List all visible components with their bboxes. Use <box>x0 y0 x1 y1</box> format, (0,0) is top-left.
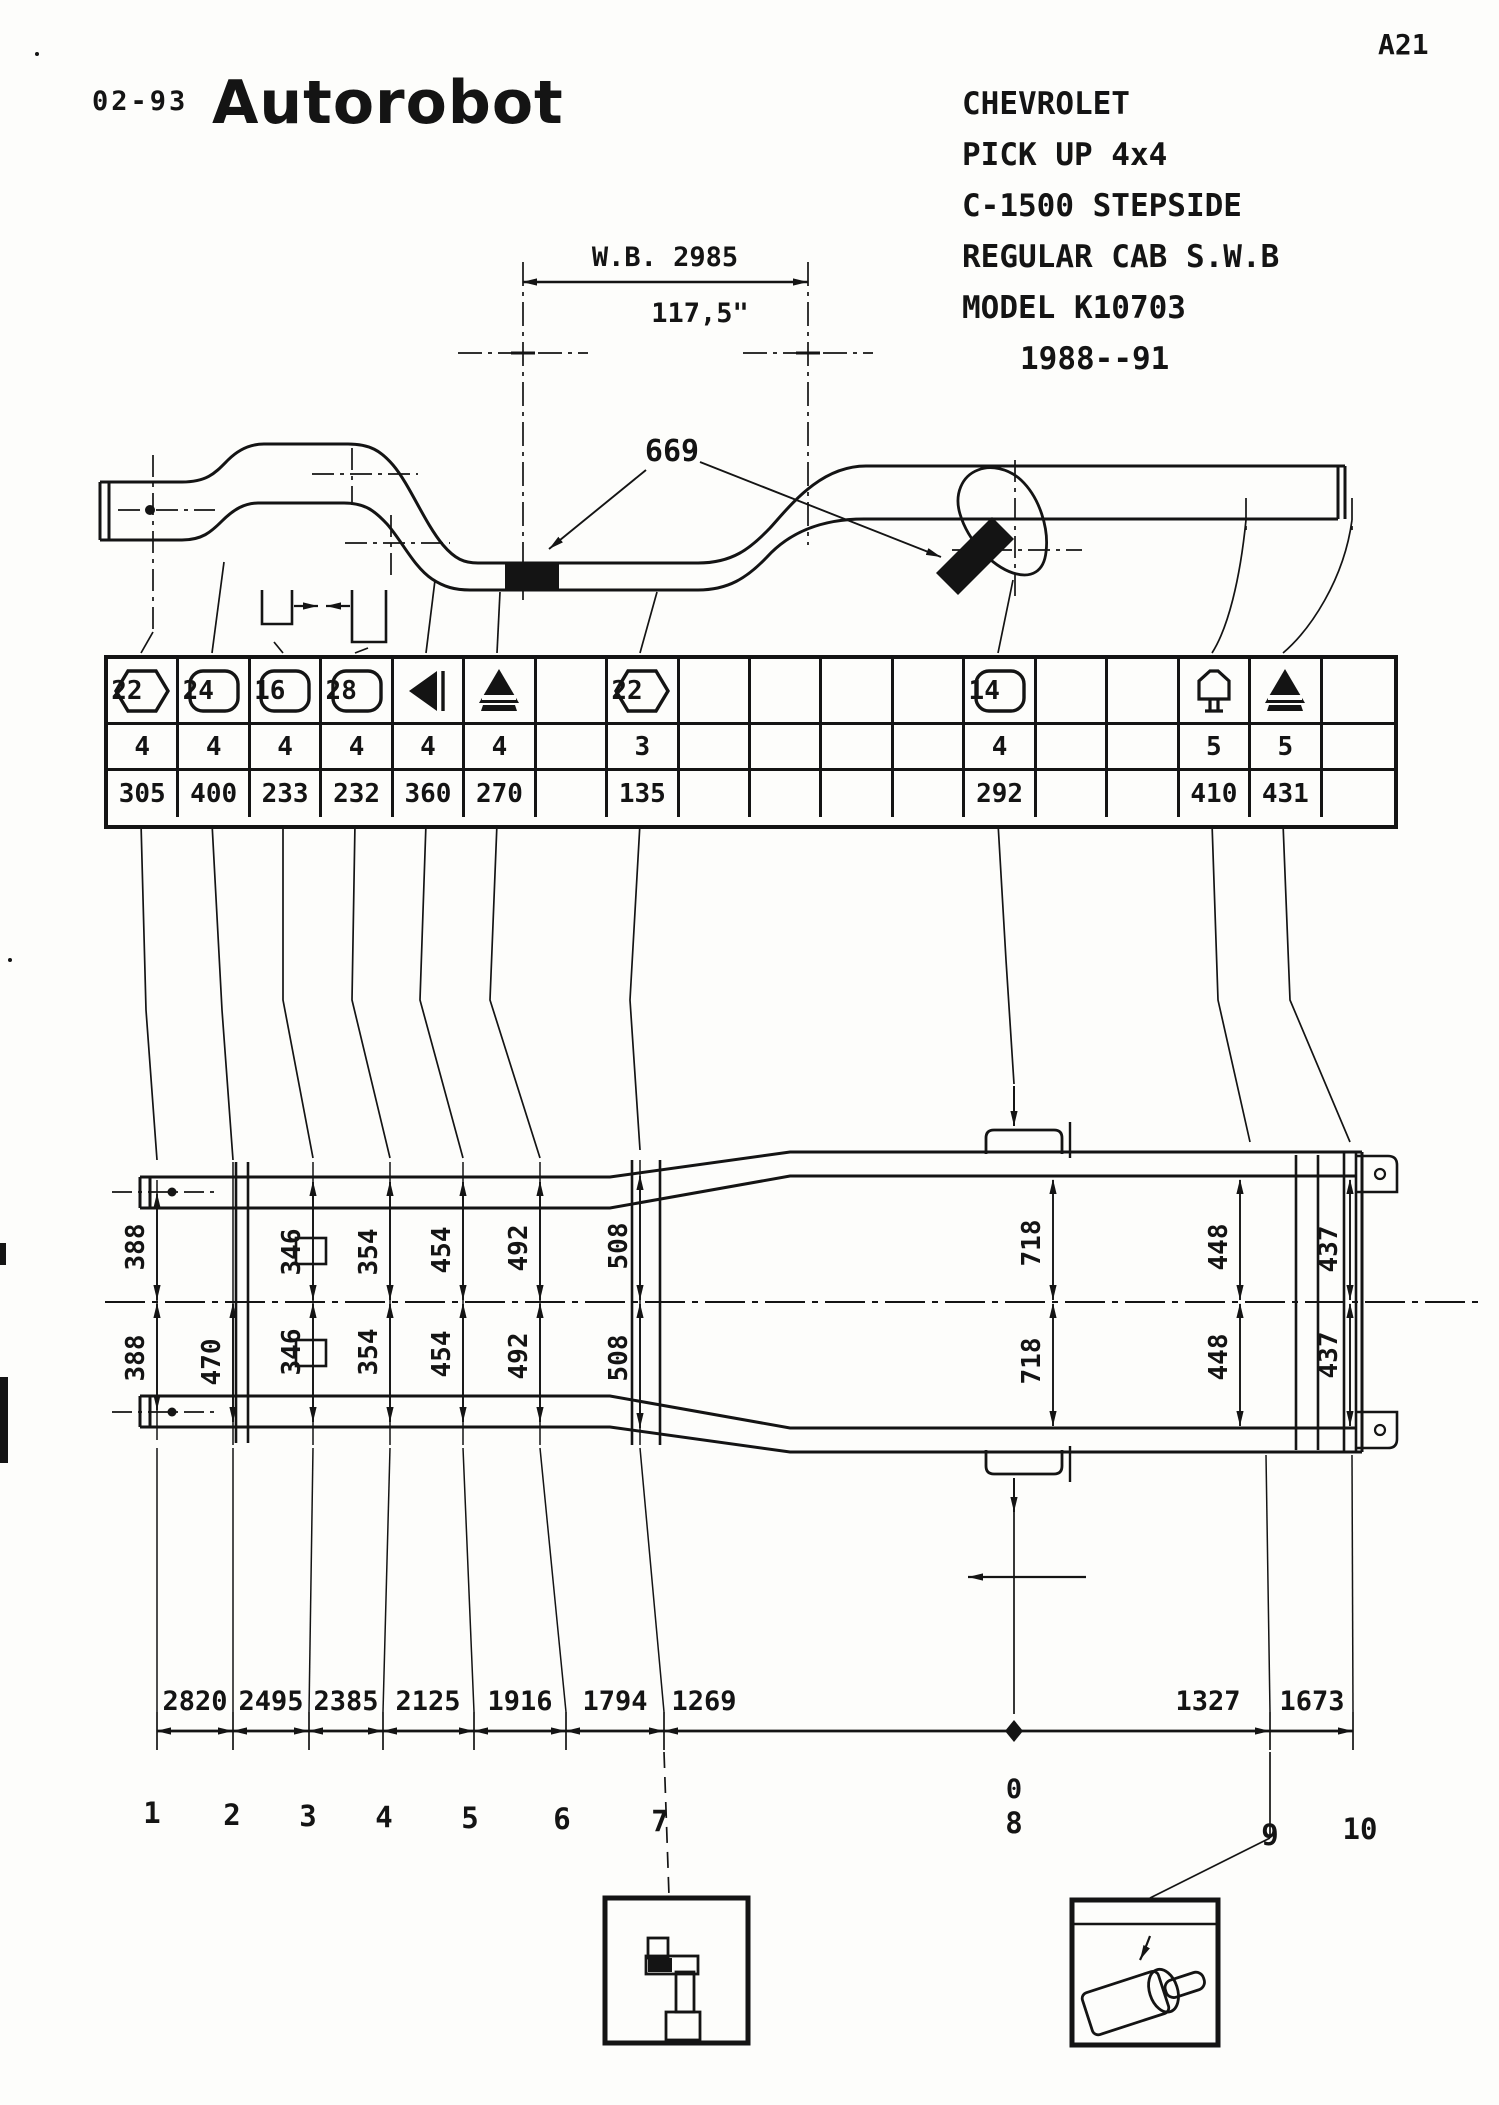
table-value-3: 233 <box>251 771 322 817</box>
zero-label: 0 <box>1005 1774 1023 1805</box>
seg-1794: 1794 <box>582 1686 648 1717</box>
dim-508-bottom: 508 <box>604 1334 634 1382</box>
dim-354-bottom: 354 <box>354 1328 384 1376</box>
vehicle-make: CHEVROLET <box>962 86 1130 122</box>
table-count-3: 4 <box>251 725 322 771</box>
table-value-4: 232 <box>322 771 393 817</box>
point-6: 6 <box>553 1802 571 1836</box>
table-value-12 <box>894 771 965 817</box>
seg-2385: 2385 <box>313 1686 379 1717</box>
table-value-13: 292 <box>965 771 1036 817</box>
seg-1916: 1916 <box>487 1686 553 1717</box>
point-3: 3 <box>299 1799 317 1833</box>
badge-label: 28 <box>325 675 357 706</box>
table-value-11 <box>822 771 893 817</box>
point-8: 8 <box>1005 1806 1023 1840</box>
table-badge-13 <box>965 659 1036 725</box>
table-badge-12 <box>894 659 965 725</box>
table-value-6: 270 <box>465 771 536 817</box>
table-badge-18 <box>1323 659 1394 725</box>
table-count-1: 4 <box>108 725 179 771</box>
table-count-9 <box>680 725 751 771</box>
badge-label: 14 <box>968 675 1000 706</box>
table-count-4: 4 <box>322 725 393 771</box>
page-code: 02-93 <box>92 86 189 117</box>
point-5: 5 <box>461 1801 479 1835</box>
point-1: 1 <box>143 1796 161 1830</box>
sheet-number: A21 <box>1378 28 1429 61</box>
table-value-9 <box>680 771 751 817</box>
table-value-18 <box>1323 771 1394 817</box>
wheelbase-label: W.B. 2985 <box>591 242 739 273</box>
scan-artifacts <box>0 52 39 1463</box>
table-badge-8 <box>608 659 679 725</box>
table-badge-10 <box>751 659 822 725</box>
detail-box-left <box>605 1898 748 2043</box>
table-count-6: 4 <box>465 725 536 771</box>
table-count-17: 5 <box>1251 725 1322 771</box>
point-7: 7 <box>651 1804 669 1838</box>
point-2: 2 <box>223 1798 241 1832</box>
point-10: 10 <box>1342 1812 1378 1846</box>
clamp-icon <box>1183 663 1245 719</box>
table-value-5: 360 <box>394 771 465 817</box>
table-badge-5 <box>394 659 465 725</box>
table-badge-1 <box>108 659 179 725</box>
dim-470-bottom: 470 <box>197 1338 227 1386</box>
table-count-5: 4 <box>394 725 465 771</box>
table-count-7 <box>537 725 608 771</box>
measurement-table <box>104 655 1398 829</box>
dim-492-bottom: 492 <box>504 1332 534 1380</box>
side-view <box>100 444 1352 653</box>
table-value-17: 431 <box>1251 771 1322 817</box>
table-count-8: 3 <box>608 725 679 771</box>
vehicle-years: 1988--91 <box>1020 341 1170 377</box>
brand-logo: Autorobot <box>212 68 564 138</box>
table-count-10 <box>751 725 822 771</box>
table-count-12 <box>894 725 965 771</box>
seg-2495: 2495 <box>238 1686 304 1717</box>
table-count-15 <box>1108 725 1179 771</box>
table-value-8: 135 <box>608 771 679 817</box>
plan-view <box>105 1086 1483 1714</box>
seg-2125: 2125 <box>395 1686 461 1717</box>
arrow-left-icon <box>397 663 459 719</box>
table-badge-6 <box>465 659 536 725</box>
point-9: 9 <box>1261 1818 1279 1852</box>
dim-437-top: 437 <box>1314 1225 1344 1273</box>
table-count-13: 4 <box>965 725 1036 771</box>
table-badge-9 <box>680 659 751 725</box>
dim-346-top: 346 <box>277 1228 307 1276</box>
table-count-18 <box>1323 725 1394 771</box>
dim-354-top: 354 <box>354 1228 384 1276</box>
dim-454-bottom: 454 <box>427 1330 457 1378</box>
table-badge-7 <box>537 659 608 725</box>
dim-508-top: 508 <box>604 1222 634 1270</box>
dim-437-bottom: 437 <box>1314 1331 1344 1379</box>
table-count-14 <box>1037 725 1108 771</box>
table-value-15 <box>1108 771 1179 817</box>
table-value-16: 410 <box>1180 771 1251 817</box>
badge-label: 22 <box>611 675 643 706</box>
badge-label: 22 <box>111 675 143 706</box>
dimension-baseline <box>157 1712 1353 1898</box>
vehicle-model: C-1500 STEPSIDE <box>962 188 1242 224</box>
table-count-11 <box>822 725 893 771</box>
table-badge-17 <box>1251 659 1322 725</box>
table-badge-2 <box>179 659 250 725</box>
dim-492-top: 492 <box>504 1224 534 1272</box>
dim-448-bottom: 448 <box>1204 1333 1234 1381</box>
table-to-plan-leaders <box>141 823 1350 1160</box>
dim-448-top: 448 <box>1204 1223 1234 1271</box>
cone-icon <box>468 663 530 719</box>
point-4: 4 <box>375 1800 393 1834</box>
seg-1673: 1673 <box>1279 1686 1345 1717</box>
dim-388-top: 388 <box>121 1223 151 1271</box>
dim-388-bottom: 388 <box>121 1334 151 1382</box>
table-count-2: 4 <box>179 725 250 771</box>
seg-2820: 2820 <box>162 1686 228 1717</box>
table-badge-14 <box>1037 659 1108 725</box>
table-badge-3 <box>251 659 322 725</box>
seg-1269: 1269 <box>671 1686 737 1717</box>
dim-454-top: 454 <box>427 1226 457 1274</box>
vehicle-cab: REGULAR CAB S.W.B <box>962 239 1280 275</box>
table-value-10 <box>751 771 822 817</box>
vehicle-type: PICK UP 4x4 <box>962 137 1168 173</box>
dim-346-bottom: 346 <box>277 1328 307 1376</box>
table-value-14 <box>1037 771 1108 817</box>
badge-label: 24 <box>182 675 214 706</box>
badge-label: 16 <box>254 675 286 706</box>
dim-718-top: 718 <box>1017 1219 1047 1267</box>
wheelbase-inches: 117,5" <box>651 298 749 329</box>
table-count-16: 5 <box>1180 725 1251 771</box>
seg-1327: 1327 <box>1175 1686 1241 1717</box>
table-badge-15 <box>1108 659 1179 725</box>
table-badge-4 <box>322 659 393 725</box>
table-badge-16 <box>1180 659 1251 725</box>
table-value-2: 400 <box>179 771 250 817</box>
table-badge-11 <box>822 659 893 725</box>
vehicle-code: MODEL K10703 <box>962 290 1186 326</box>
table-value-7 <box>537 771 608 817</box>
dim-718-bottom: 718 <box>1017 1337 1047 1385</box>
side-ref-669: 669 <box>644 434 700 469</box>
detail-box-right <box>1072 1900 1218 2045</box>
table-value-1: 305 <box>108 771 179 817</box>
cone-icon <box>1254 663 1316 719</box>
